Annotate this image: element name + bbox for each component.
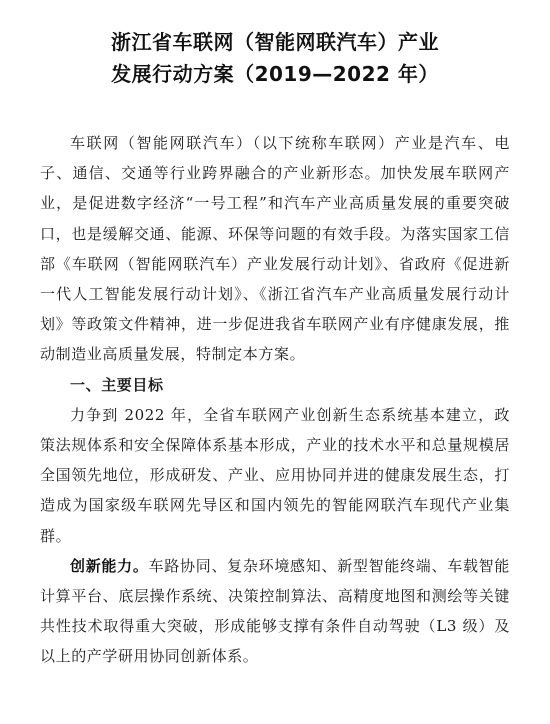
innovation-paragraph bbox=[40, 551, 510, 672]
title-line-1: 浙江省车联网（智能网联汽车）产业 bbox=[111, 30, 439, 54]
innovation-text: 车路协同、复杂环境感知、新型智能终端、车载智能计算平台、底层操作系统、决策控制算法、高精度地图和测绘等关键共性技术取得重大突破，形成能够支撑有条件自动驾驶（L3 级）及以上的产学研用协同创新体系。 bbox=[40, 556, 510, 666]
goal-paragraph: 力争到 2022 年，全省车联网产业创新生态系统基本建立，政策法规体系和安全保障体系基本形成，产业的技术水平和总量规模居全国领先地位，形成研发、产业、应用协同并进的健康发展生态，打造成为国家级车联网先导区和国内领先的智能网联汽车现代产业集群。 bbox=[40, 405, 510, 545]
document-title bbox=[40, 26, 510, 90]
document-body bbox=[40, 128, 510, 672]
innovation-lead: 创新能力。 bbox=[70, 556, 149, 575]
title-line-2: 发展行动方案（2019—2022 年） bbox=[111, 62, 439, 86]
section-heading-main-goals: 一、主要目标 bbox=[70, 375, 164, 394]
intro-paragraph: 车联网（智能网联汽车）（以下统称车联网）产业是汽车、电子、通信、交通等行业跨界融合的产业新形态。加快发展车联网产业，是促进数字经济“一号工程”和汽车产业高质量发展的重要突破口，也是缓解交通、能源、环保等问题的有效手段。为落实国家工信部《车联网（智能网联汽车）产业发展行动计划》、省政府《促进新一代人工智能发展行动计划》、《浙江省汽车产业高质量发展行动计划》等政策文件精神，进一步促进我省车联网产业有序健康发展，推动制造业高质量发展，特制定本方案。 bbox=[40, 134, 510, 364]
